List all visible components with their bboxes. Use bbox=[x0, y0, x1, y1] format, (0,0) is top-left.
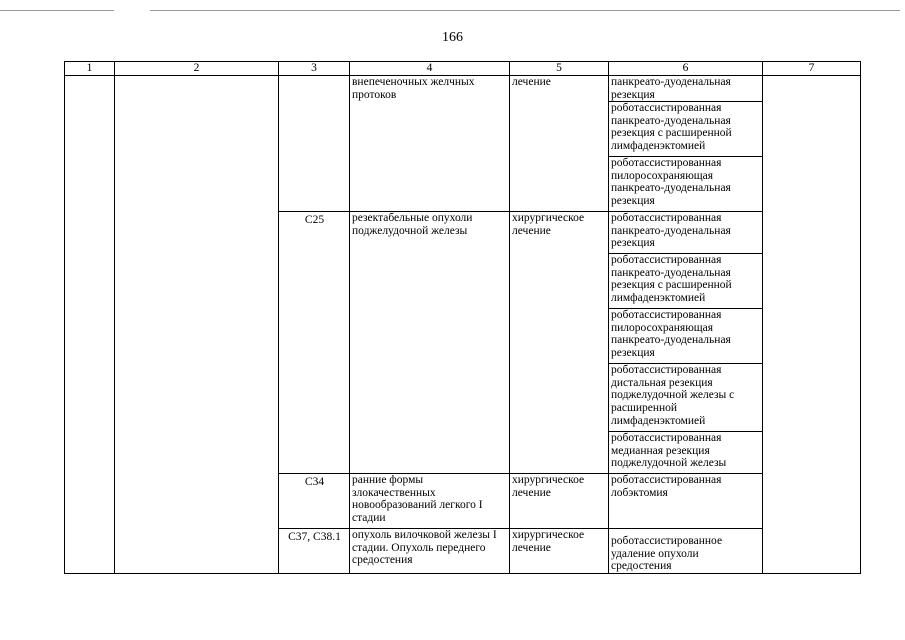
column-header: 4 bbox=[350, 62, 510, 76]
method-cell: панкреато-дуоденальная резекция bbox=[609, 76, 763, 102]
top-rule bbox=[150, 10, 900, 11]
code-cell bbox=[279, 76, 350, 212]
method-cell: роботассистированная панкреато-дуоденальная резекция с расширенной лимфаденэктомией bbox=[609, 254, 763, 309]
column-header: 1 bbox=[65, 62, 115, 76]
column-header: 6 bbox=[609, 62, 763, 76]
diagnosis-cell: резектабельные опухоли поджелудочной железы bbox=[350, 212, 510, 474]
method-cell: роботассистированная панкреато-дуоденальная резекция bbox=[609, 212, 763, 254]
table-row bbox=[65, 76, 861, 102]
method-cell: роботассистированная лобэктомия bbox=[609, 474, 763, 529]
document-table bbox=[64, 61, 861, 574]
code-cell: C37, C38.1 bbox=[279, 529, 350, 574]
column-header: 7 bbox=[763, 62, 861, 76]
method-cell: роботассистированная пилоросохраняющая панкреато-дуоденальная резекция bbox=[609, 309, 763, 364]
code-cell: C34 bbox=[279, 474, 350, 529]
col7-cell bbox=[763, 76, 861, 574]
treatment-cell: хирургическое лечение bbox=[510, 212, 609, 474]
column-header: 2 bbox=[115, 62, 279, 76]
method-cell: роботассистированная медианная резекция поджелудочной железы bbox=[609, 432, 763, 474]
method-text: роботассистированное удаление опухоли средостения bbox=[611, 535, 723, 573]
treatment-cell: лечение bbox=[510, 76, 609, 212]
header-row bbox=[65, 62, 861, 76]
col1-cell bbox=[65, 76, 115, 574]
column-header: 3 bbox=[279, 62, 350, 76]
page-number: 166 bbox=[442, 30, 463, 45]
column-header: 5 bbox=[510, 62, 609, 76]
col2-cell bbox=[115, 76, 279, 574]
diagnosis-cell: ранние формы злокачественных новообразований легкого I стадии bbox=[350, 474, 510, 529]
treatment-cell: хирургическое лечение bbox=[510, 529, 609, 574]
method-cell: роботассистированная дистальная резекция поджелудочной железы с расширенной лимфаденэктомией bbox=[609, 364, 763, 432]
method-cell bbox=[609, 529, 763, 574]
code-cell: C25 bbox=[279, 212, 350, 474]
diagnosis-cell: внепеченочных желчных протоков bbox=[350, 76, 510, 212]
method-cell: роботассистированная пилоросохраняющая панкреато-дуоденальная резекция bbox=[609, 157, 763, 212]
top-rule bbox=[0, 10, 114, 11]
diagnosis-cell: опухоль вилочковой железы I стадии. Опухоль переднего средостения bbox=[350, 529, 510, 574]
treatment-cell: хирургическое лечение bbox=[510, 474, 609, 529]
method-cell: роботассистированная панкреато-дуоденальная резекция с расширенной лимфаденэктомией bbox=[609, 102, 763, 157]
